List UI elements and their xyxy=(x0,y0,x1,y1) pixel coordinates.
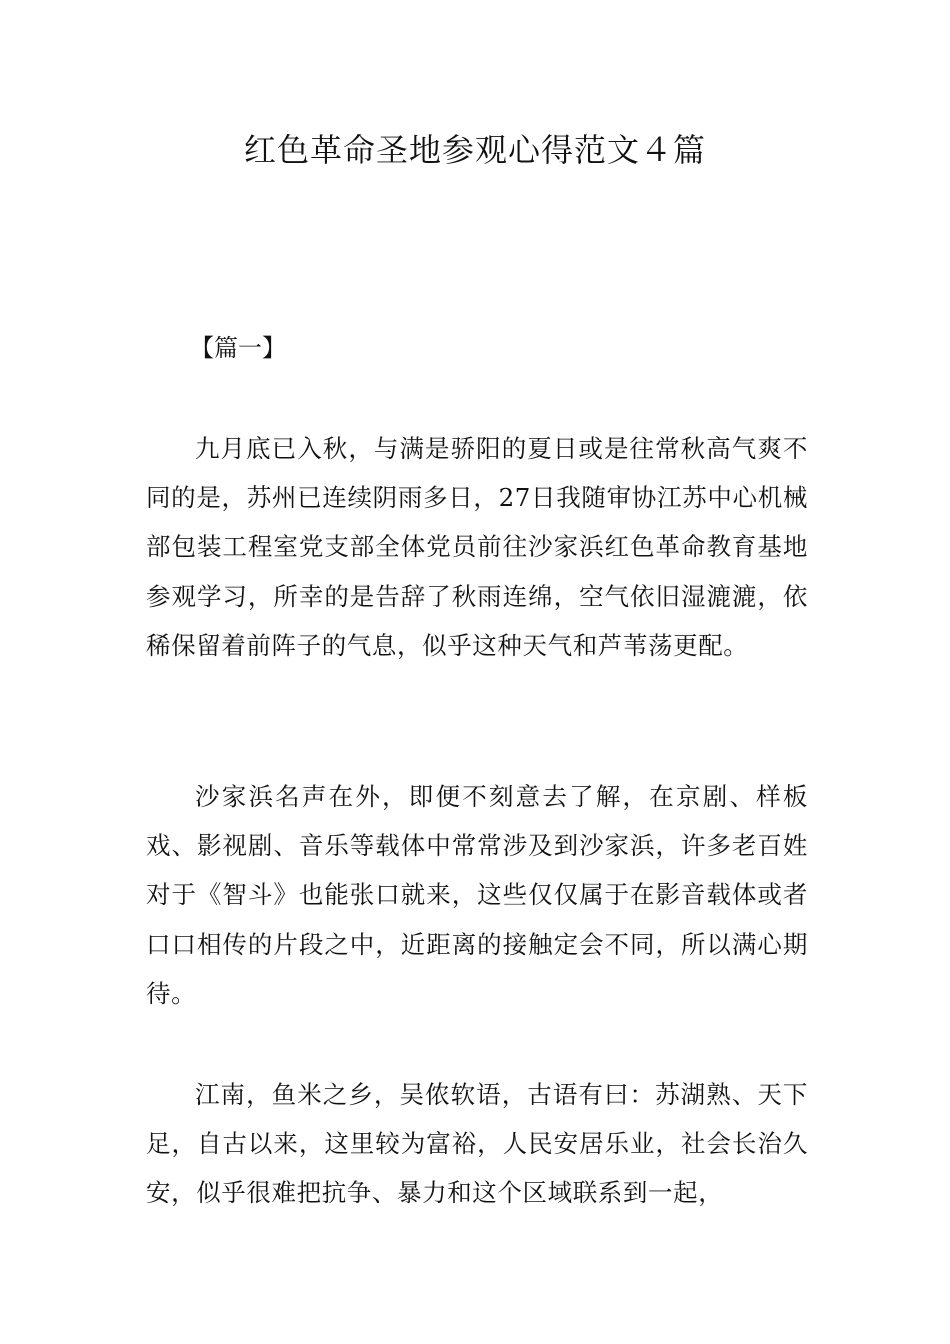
paragraph-3: 江南，鱼米之乡，吴侬软语，古语有曰：苏湖熟、天下足，自古以来，这里较为富裕，人民安居乐业，社会长治久安，似乎很难把抗争、暴力和这个区域联系到一起， xyxy=(146,1080,808,1208)
paragraph-2: 沙家浜名声在外，即便不刻意去了解，在京剧、样板戏、影视剧、音乐等载体中常常涉及到沙家浜，许多老百姓对于《智斗》也能张口就来，这些仅仅属于在影音载体或者口口相传的片段之中，近距离的接触定会不同，所以满心期待。 xyxy=(146,782,808,1008)
section-heading: 【篇一】 xyxy=(190,334,286,362)
paragraph-1: 九月底已入秋，与满是骄阳的夏日或是往常秋高气爽不同的是，苏州已连续阴雨多日，27日我随审协江苏中心机械部包装工程室党支部全体党员前往沙家浜红色革命教育基地参观学习，所幸的是告辞了秋雨连绵，空气依旧湿漉漉，依稀保留着前阵子的气息，似乎这种天气和芦苇荡更配。 xyxy=(146,434,808,660)
document-title: 红色革命圣地参观心得范文４篇 xyxy=(243,131,706,169)
